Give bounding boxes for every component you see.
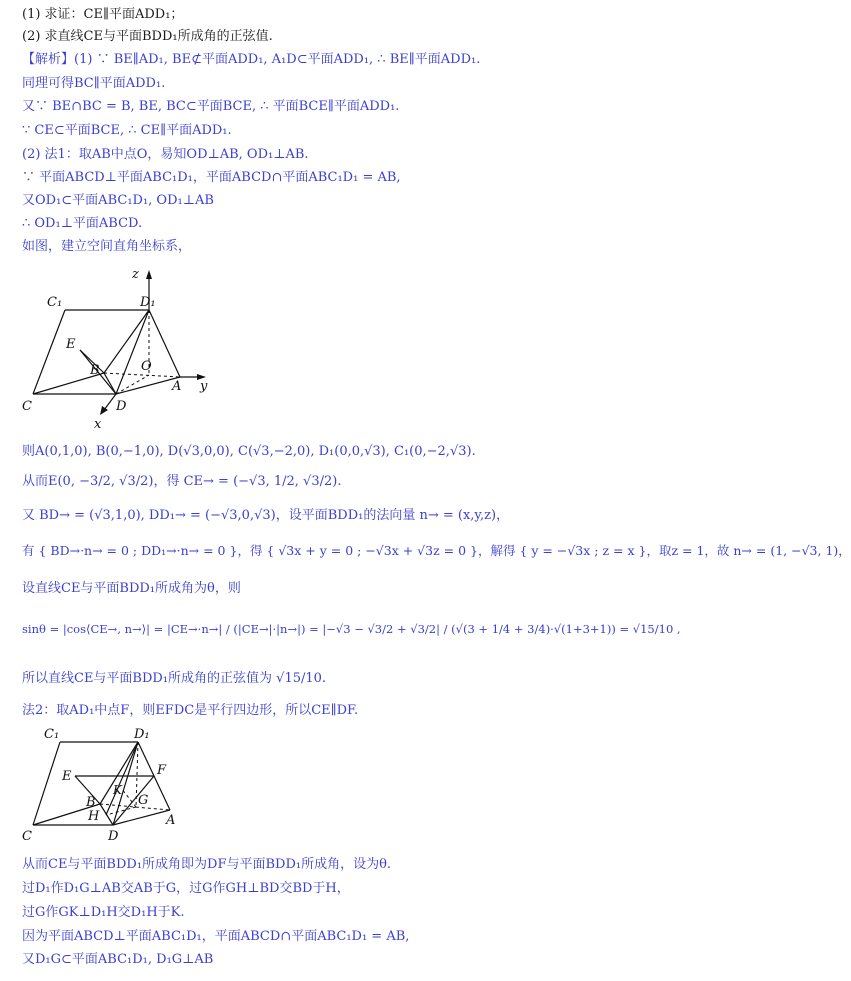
solution-line-12: 又 BD→ = (√3,1,0), DD₁→ = (−√3,0,√3)，设平面BDD₁的法向量 n→ = (x,y,z)， <box>22 508 510 523</box>
edge-gh-hidden <box>106 807 136 815</box>
solution-line-18: 从而CE与平面BDD₁所成角即为DF与平面BDD₁所成角，设为θ. <box>22 857 392 872</box>
solution-line-2: 同理可得BC∥平面ADD₁. <box>22 76 166 91</box>
label-b: B <box>86 795 96 810</box>
solution-line-11: 从而E(0, −3/2, √3/2)，得 CE→ = (−√3, 1/2, √3/2). <box>22 474 342 489</box>
system-equations: ，得 { √3x + y = 0 ; −√3x + √3z = 0 } <box>237 543 478 558</box>
label-c1: C₁ <box>44 727 60 742</box>
edge-c1c <box>33 742 60 825</box>
figure-coordinate-system <box>20 262 220 432</box>
label-f: F <box>157 763 167 778</box>
solution-line-3: 又∵ BE∩BC = B, BE, BC⊂平面BCE, ∴ 平面BCE∥平面ADD₁. <box>22 99 400 114</box>
solution-heading: 【解析】 <box>22 52 75 67</box>
label-d1: D₁ <box>140 295 156 310</box>
edge-d1d <box>116 310 149 394</box>
solution-line-5: (2) 法1：取AB中点O，易知OD⊥AB, OD₁⊥AB. <box>22 147 309 162</box>
label-g: G <box>138 793 149 808</box>
label-a: A <box>166 813 176 828</box>
z-axis-arrow <box>146 270 152 279</box>
solution-line-17: 法2：取AD₁中点F，则EFDC是平行四边形，所以CE∥DF. <box>22 703 359 718</box>
label-d: D <box>116 399 127 414</box>
solution-line-1-text: (1) ∵ BE∥AD₁, BE⊄平面ADD₁, A₁D⊂平面ADD₁, ∴ BE∥平面ADD₁. <box>74 52 481 67</box>
question-2: (2) 求直线CE与平面BDD₁所成角的正弦值. <box>22 29 273 44</box>
solution-line-10: 则A(0,1,0), B(0,−1,0), D(√3,0,0), C(√3,−2,0), D₁(0,0,√3), C₁(0,−2,√3). <box>22 444 476 459</box>
label-h: H <box>88 809 100 824</box>
normal-vector: ，取z = 1，故 n→ = (1, −√3, 1)， <box>646 543 851 558</box>
system-condition: 有 { BD→·n→ = 0 ; DD₁→·n→ = 0 } <box>22 543 238 558</box>
label-a: A <box>172 379 182 394</box>
solution-line-21: 因为平面ABCD⊥平面ABC₁D₁，平面ABCD∩平面ABC₁D₁ = AB, <box>22 929 410 944</box>
figure-parallelogram <box>20 724 195 846</box>
label-c1: C₁ <box>47 295 63 310</box>
solution-line-7: 又OD₁⊂平面ABC₁D₁, OD₁⊥AB <box>22 193 214 208</box>
label-k: K <box>113 783 122 797</box>
label-z: z <box>132 267 139 282</box>
solution-line-1 <box>22 51 480 69</box>
edge-od-hidden <box>116 375 149 394</box>
solution-line-22: 又D₁G⊂平面ABC₁D₁, D₁G⊥AB <box>22 952 214 967</box>
label-e: E <box>62 769 72 784</box>
solution-line-9: 如图，建立空间直角坐标系， <box>22 239 192 254</box>
edge-c1c <box>33 310 65 394</box>
solution-line-15: sinθ = |cos⟨CE→, n→⟩| = |CE→·n→| / (|CE→|·|n→|) = |−√3 − √3/2 + √3/2| / (√(3 + 1/4 + 3/4)·√(1+3+1)) = √15/10 , <box>22 622 681 636</box>
solution-line-14: 设直线CE与平面BDD₁所成角为θ，则 <box>22 581 241 596</box>
label-d1: D₁ <box>134 727 150 742</box>
edge-ad1 <box>149 310 180 377</box>
label-c: C <box>22 829 32 844</box>
label-b: B <box>90 363 100 378</box>
label-x: x <box>94 417 102 432</box>
solution-line-4: ∵ CE⊂平面BCE, ∴ CE∥平面ADD₁. <box>22 123 232 138</box>
question-1: (1) 求证：CE∥平面ADD₁； <box>22 7 184 22</box>
edge-bd <box>104 373 116 394</box>
label-y: y <box>200 379 208 394</box>
edge-gk-hidden <box>121 788 136 807</box>
solution-line-20: 过G作GK⊥D₁H交D₁H于K. <box>22 905 185 920</box>
label-o: O <box>141 359 152 374</box>
solution-line-8: ∴ OD₁⊥平面ABCD. <box>22 216 143 231</box>
solution-line-13 <box>22 542 851 560</box>
edge-d1h <box>106 742 138 815</box>
edge-da <box>116 377 180 394</box>
label-e: E <box>66 337 76 352</box>
x-axis-arrow <box>100 406 108 415</box>
solution-line-19: 过D₁作D₁G⊥AB交AB于G，过G作GH⊥BD交BD于H， <box>22 881 350 896</box>
x-axis <box>104 394 116 410</box>
solution-line-6: ∵ 平面ABCD⊥平面ABC₁D₁，平面ABCD∩平面ABC₁D₁ = AB, <box>22 170 401 185</box>
edge-da <box>113 810 170 825</box>
label-c: C <box>22 399 32 414</box>
solution-line-16: 所以直线CE与平面BDD₁所成角的正弦值为 √15/10. <box>22 671 327 686</box>
system-solution: ，解得 { y = −√3x ; z = x } <box>477 543 647 558</box>
label-d: D <box>108 829 119 844</box>
